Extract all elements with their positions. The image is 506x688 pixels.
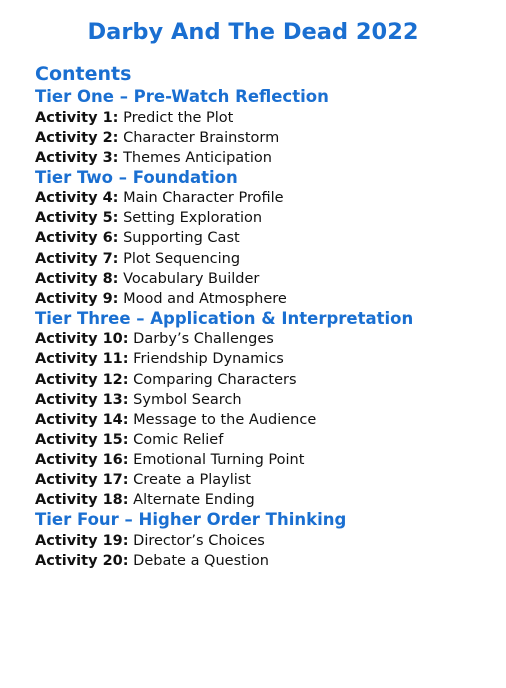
activity-title: Character Brainstorm — [123, 129, 280, 146]
tier-heading: Tier Four – Higher Order Thinking — [35, 510, 347, 530]
activity-label: Activity 14: — [35, 411, 129, 428]
activity-title: Vocabulary Builder — [123, 270, 260, 287]
activity-item — [35, 249, 495, 269]
activity-label: Activity 13: — [35, 391, 129, 408]
activity-item — [35, 108, 495, 128]
tier-two-section — [35, 168, 495, 309]
activity-item — [35, 470, 495, 490]
activity-item — [35, 450, 495, 470]
activity-item — [35, 269, 495, 289]
activity-item — [35, 430, 495, 450]
activity-label: Activity 4: — [35, 190, 119, 207]
activity-title: Emotional Turning Point — [133, 451, 305, 468]
activity-title: Friendship Dynamics — [133, 351, 284, 368]
activity-label: Activity 11: — [35, 351, 129, 368]
table-of-contents — [35, 61, 495, 571]
activity-title: Create a Playlist — [133, 472, 251, 488]
activity-label: Activity 1: — [35, 109, 119, 126]
activity-title: Debate a Question — [133, 552, 269, 569]
document-title: Darby And The Dead 2022 — [87, 19, 419, 45]
activity-label: Activity 8: — [35, 270, 119, 287]
tier-heading: Tier Three – Application & Interpretation — [35, 308, 414, 328]
activity-title: Supporting Cast — [123, 230, 240, 247]
activity-title: Mood and Atmosphere — [123, 290, 287, 307]
tier-one-section — [35, 87, 495, 168]
activity-item — [35, 128, 495, 148]
activity-item — [35, 148, 495, 168]
activity-item — [35, 329, 495, 349]
activity-label: Activity 15: — [35, 431, 129, 448]
activity-title: Message to the Audience — [133, 411, 317, 428]
activity-title: Themes Anticipation — [123, 149, 272, 166]
activity-item — [35, 531, 495, 551]
activity-label: Activity 2: — [35, 129, 119, 146]
activity-label: Activity 20: — [35, 552, 129, 569]
activity-label: Activity 9: — [35, 290, 119, 307]
activity-label: Activity 17: — [35, 472, 129, 488]
activity-item — [35, 228, 495, 248]
activity-title: Predict the Plot — [123, 109, 234, 126]
activity-label: Activity 10: — [35, 331, 129, 348]
activity-label: Activity 16: — [35, 451, 129, 468]
activity-title: Comparing Characters — [133, 371, 297, 388]
activity-item — [35, 370, 495, 390]
tier-heading: Tier One – Pre-Watch Reflection — [35, 87, 329, 106]
activity-title: Setting Exploration — [123, 210, 263, 227]
activity-label: Activity 7: — [35, 250, 119, 267]
activity-title: Symbol Search — [133, 391, 242, 408]
activity-title: Darby’s Challenges — [133, 331, 274, 348]
activity-item — [35, 188, 495, 208]
activity-item — [35, 490, 495, 510]
tier-heading: Tier Two – Foundation — [35, 167, 238, 187]
activity-title: Main Character Profile — [123, 190, 284, 207]
tier-three-section — [35, 309, 495, 510]
contents-heading: Contents — [35, 63, 132, 85]
activity-title: Comic Relief — [133, 431, 224, 448]
activity-item — [35, 390, 495, 410]
activity-item — [35, 289, 495, 309]
activity-label: Activity 3: — [35, 149, 119, 166]
tier-four-section — [35, 510, 495, 571]
activity-label: Activity 19: — [35, 532, 129, 549]
activity-item — [35, 208, 495, 228]
activity-item — [35, 551, 495, 571]
activity-title: Director’s Choices — [133, 532, 265, 549]
activity-label: Activity 18: — [35, 492, 129, 509]
activity-title: Alternate Ending — [133, 492, 255, 509]
activity-label: Activity 12: — [35, 371, 129, 388]
activity-label: Activity 5: — [35, 210, 119, 227]
activity-item — [35, 410, 495, 430]
activity-title: Plot Sequencing — [123, 250, 241, 267]
activity-item — [35, 349, 495, 369]
activity-label: Activity 6: — [35, 230, 119, 247]
